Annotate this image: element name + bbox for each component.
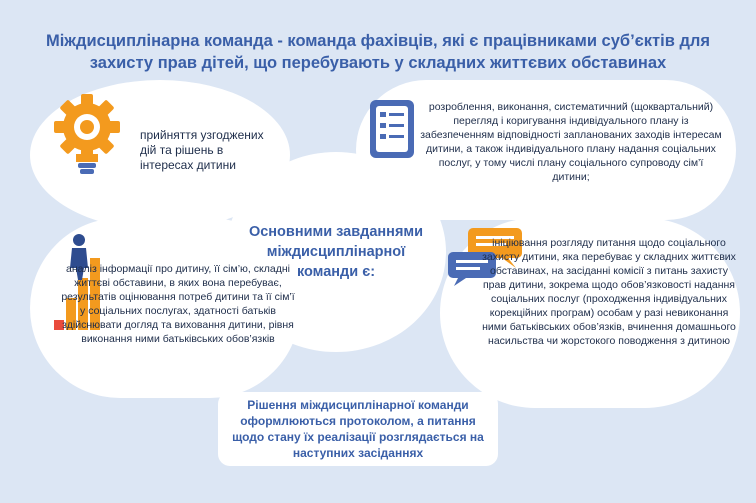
checklist-icon [368, 98, 416, 160]
center-heading: Основними завданнями міждисциплінарної команди є: [248, 224, 424, 280]
task1-text: прийняття узгоджених дій та рішень в інтересах дитини [140, 128, 264, 172]
bottom-note: Рішення міждисциплінарної команди оформлюються протоколом, а питання щодо стану їх реалізації розглядається на наступних засіданнях [218, 392, 498, 466]
gear-bulb-icon [52, 92, 122, 182]
task2-text: розроблення, виконання, систематичний (щоквартальний) перегляд і коригування індивідуального плану із забезпеченням відповідності запланованих заходів інтересам дитини, а також індивідуального плану надання соціальних послуг, у тому числі плану соціального супроводу сім’ї дитини; [420, 101, 722, 183]
page-title: Міждисциплінарна команда - команда фахівців, які є працівниками суб’єктів для захисту прав дітей, що перебувають у складних життєвих обставинах [45, 32, 711, 72]
task3-text: аналіз інформації про дитину, її сім’ю, складні життєві обставини, в яких вона перебуває, результатів оцінювання потреб дитини та її сім’ї у соціальних послугах, здатності батьків здійснювати догляд та виховання дитини, рівня виконання ними батьківських обов’язків [61, 263, 295, 345]
task4-text: ініціювання розгляду питання щодо соціального захисту дитини, яка перебуває у складних життєвих обставинах, на засіданні комісії з питань захисту прав дитини, зокрема щодо обов’язковості надання соціальних послуг (проходження індивідуальних корекційних програм) особам у разі невиконання ними батьківських обов’язків, вчинення домашнього насильства чи жорстокого поводження з дитиною [482, 237, 736, 347]
